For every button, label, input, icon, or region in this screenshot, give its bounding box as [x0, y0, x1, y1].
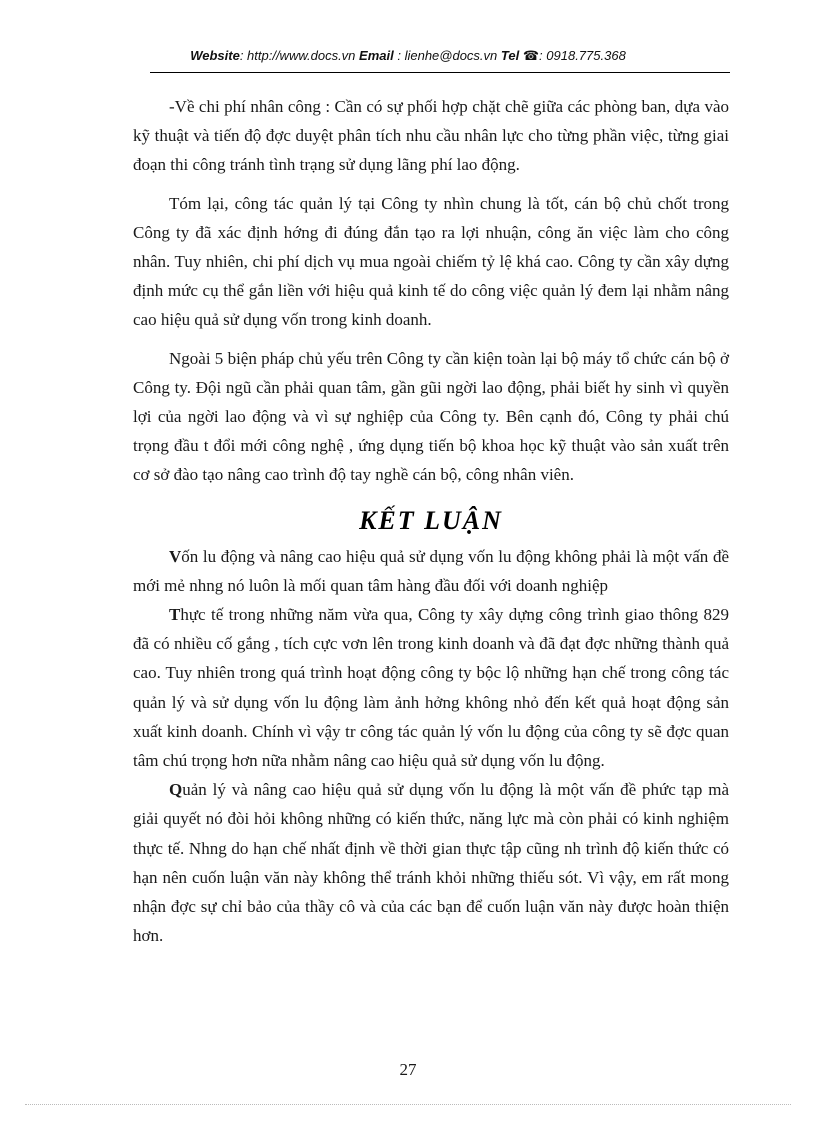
- conclusion-text-2: hực tế trong những năm vừa qua, Công ty xây dựng công trình giao thông 829 đã có nhiều cố gắng , tích cực vơn lên trong kinh doanh và đã đạt đợc những thành quả cao. Tuy nhiên trong quá trình hoạt động công ty bộc lộ những hạn chế trong công tác quản lý và sử dụng vốn lu động làm ảnh hởng không nhỏ đến kết quả hoạt động sản xuất kinh doanh. Chính vì vậy tr công tác quản lý vốn lu động của công ty sẽ đợc quan tâm chú trọng hơn nữa nhằm nâng cao hiệu quả sử dụng vốn lu động.: [133, 605, 729, 771]
- conclusion-text-1: ốn lu động và nâng cao hiệu quả sử dụng vốn lu động không phải là một vấn đề mới mẻ nhng nó luôn là mối quan tâm hàng đầu đối với doanh nghiệp: [133, 546, 729, 595]
- conclusion-paragraph-1: [133, 542, 729, 600]
- paragraph-summary: Tóm lại, công tác quản lý tại Công ty nhìn chung là tốt, cán bộ chủ chốt trong Công ty đã xác định hớng đi đúng đắn tạo ra lợi nhuận, công ăn việc làm cho công nhân. Tuy nhiên, chi phí dịch vụ mua ngoài chiếm tỷ lệ khá cao. Công ty cần xây dựng định mức cụ thể gắn liền với hiệu quả kinh tế do công việc quản lý đem lại nhằm nâng cao hiệu quả sử dụng vốn trong kinh doanh.: [133, 193, 729, 330]
- paragraph-organization: Ngoài 5 biện pháp chủ yếu trên Công ty cần kiện toàn lại bộ máy tổ chức cán bộ ở Công ty. Đội ngũ cần phải quan tâm, gần gũi ngời lao động, phải biết hy sinh vì quyền lợi của ngời lao động và vì sự nghiệp của Công ty. Bên cạnh đó, Công ty phải chú trọng đầu t đổi mới công nghệ , ứng dụng tiến bộ khoa học kỹ thuật vào sản xuất trên cơ sở đào tạo nâng cao trình độ tay nghề cán bộ, công nhân viên.: [133, 348, 729, 485]
- email-value: : lienhe@docs.vn: [397, 48, 498, 63]
- header-divider: [150, 72, 730, 73]
- phone-icon: ☎: [522, 48, 540, 63]
- website-value: : http://www.docs.vn: [239, 48, 356, 63]
- page-number: 27: [399, 1060, 417, 1079]
- drop-letter: T: [169, 605, 181, 625]
- conclusion-paragraph-3: [133, 775, 729, 950]
- drop-letter: Q: [169, 780, 183, 800]
- page-header: [0, 48, 816, 64]
- document-body: [133, 92, 729, 950]
- conclusion-paragraph-2: [133, 600, 729, 775]
- paragraph-labor-cost: -Về chi phí nhân công : Cần có sự phối hợp chặt chẽ giữa các phòng ban, dựa vào kỹ thuật và tiến độ đợc duyệt phân tích nhu cầu nhân lực cho từng phần việc, từng giai đoạn thi công tránh tình trạng sử dụng lãng phí lao động.: [133, 97, 729, 175]
- drop-letter: V: [169, 546, 182, 566]
- website-label: Website: [190, 48, 240, 63]
- conclusion-heading: KẾT LUẬN: [359, 505, 503, 535]
- email-label: Email: [359, 48, 394, 63]
- tel-value: : 0918.775.368: [539, 48, 626, 63]
- conclusion-text-3: uản lý và nâng cao hiệu quả sử dụng vốn lu động là một vấn đề phức tạp mà giải quyết nó đòi hỏi không những có kiến thức, năng lực mà còn phải có kinh nghiệm thực tế. Nhng do hạn chế nhất định về thời gian thực tập cũng nh trình độ kiến thức có hạn nên cuốn luận văn này không thể tránh khỏi những thiếu sót. Vì vậy, em rất mong nhận đợc sự chỉ bảo của thầy cô và của các bạn để cuốn luận văn này được hoàn thiện hơn.: [133, 780, 729, 946]
- tel-label: Tel: [500, 48, 520, 63]
- footer-divider: [25, 1104, 791, 1105]
